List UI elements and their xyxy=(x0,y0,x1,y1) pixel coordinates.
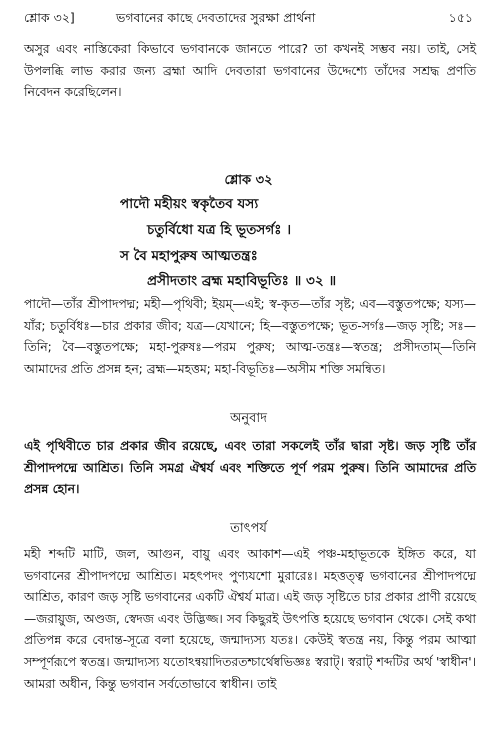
translation-heading: অনুবাদ xyxy=(230,411,267,426)
synonyms-paragraph: পাদৌ—তাঁর শ্রীপাদপদ্ম; মহী—পৃথিবী; ইয়ম্—এই; স্ব-কৃত—তাঁর সৃষ্ট; এব—বস্তুতপক্ষে; যস্য—যাঁর; চতুর্বিধঃ—চার প্রকার জীব; যত্র—যেখানে; হি—বস্তুতপক্ষে; ভূত-সর্গঃ—জড় সৃষ্টি; সঃ—তিনি; বৈ—বস্তুতপক্ষে; মহা-পুরুষঃ—পরম পুরুষ; আত্ম-তন্ত্রঃ—স্বতন্ত্র; প্রসীদতাম্—তিনি আমাদের প্রতি প্রসন্ন হন; ব্রহ্ম—মহত্তম; মহা-বিভূতিঃ—অসীম শক্তি সমন্বিত। xyxy=(24,297,476,376)
header-page-number: ১৫১ xyxy=(448,10,473,25)
verse-line-2: চতুর্বিধো যত্র হি ভূতসর্গঃ । xyxy=(147,222,292,238)
purport-paragraph: মহী শব্দটি মাটি, জল, আগুন, বায়ু এবং আকাশ—এই পঞ্চ-মহাভূতকে ইঙ্গিত করে, যা ভগবানের শ্রীপাদপদ্মে আশ্রিত। মহৎপদং পুণ্যযশো মুরারেঃ। মহত্তত্ত্ব ভগবানের শ্রীপাদপদ্মে আশ্রিত, কারণ জড় সৃষ্টি ভগবানের একটি ঐশ্বর্য মাত্র। এই জড় সৃষ্টিতে চার প্রকার প্রাণী রয়েছে—জরায়ুজ, অণ্ডজ, স্বেদজ এবং উদ্ভিজ্জ। সব কিছুরই উৎপত্তি হয়েছে ভগবান থেকে। সেই কথা প্রতিপন্ন করে বেদান্ত-সূত্রে বলা হয়েছে, জন্মাদ্যস্য যতঃ। কেউই স্বতন্ত্র নয়, কিন্তু পরম আত্মা সম্পূর্ণরূপে স্বতন্ত্র। জন্মাদ্যস্য যতোঽন্বয়াদিতরতশ্চার্থেষ্বভিজ্ঞঃ স্বরাট্। স্বরাট্ শব্দটির অর্থ 'স্বাধীন'। আমরা অধীন, কিন্তু ভগবান সর্বতোভাবে স্বাধীন। তাই xyxy=(24,547,476,691)
header-chapter-title: ভগবানের কাছে দেবতাদের সুরক্ষা প্রার্থনা xyxy=(116,10,316,25)
purport-heading: তাৎপর্য xyxy=(230,521,267,536)
header-verse-ref: শ্লোক ৩২] xyxy=(24,10,75,25)
verse-line-3: স বৈ মহাপুরুষ আত্মতন্ত্রঃ xyxy=(120,248,258,264)
translation-paragraph: এই পৃথিবীতে চার প্রকার জীব রয়েছে, এবং তারা সকলেই তাঁর দ্বারা সৃষ্ট। জড় সৃষ্টি তাঁর শ্রীপাদপদ্মে আশ্রিত। তিনি সমগ্র ঐশ্বর্য এবং শক্তিতে পূর্ণ পরম পুরুষ। তিনি আমাদের প্রতি প্রসন্ন হোন। xyxy=(24,439,476,497)
verse-line-4: প্রসীদতাং ব্রহ্ম মহাবিভূতিঃ ॥ ৩২ ॥ xyxy=(147,273,337,289)
verse-line-1: পাদৌ মহীয়ং স্বকৃতৈব যস্য xyxy=(120,196,259,212)
intro-paragraph: অসুর এবং নাস্তিকেরা কিভাবে ভগবানকে জানতে পারে? তা কখনই সম্ভব নয়। তাই, সেই উপলব্ধি লাভ করার জন্য ব্রহ্মা আদি দেবতারা ভগবানের উদ্দেশ্যে তাঁদের সশ্রদ্ধ প্রণতি নিবেদন করেছিলেন। xyxy=(24,42,476,100)
verse-heading: শ্লোক ৩২ xyxy=(224,173,273,188)
running-header xyxy=(24,10,473,30)
